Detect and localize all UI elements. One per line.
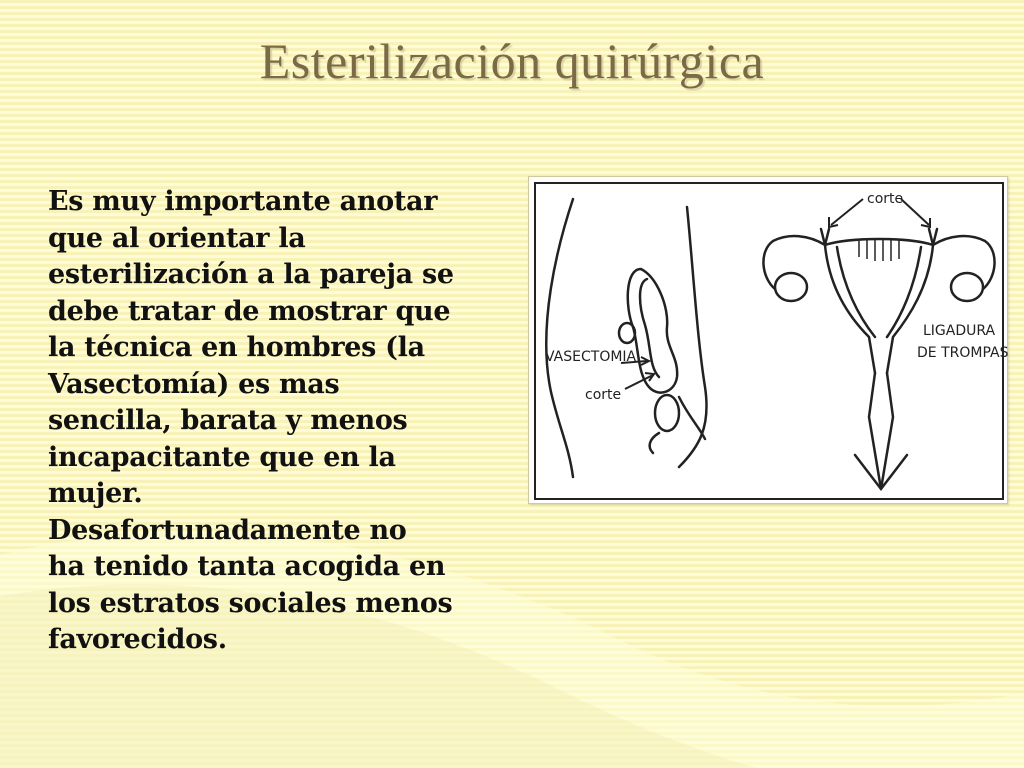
slide-body-text: Es muy importante anotar que al orientar la esterilización a la pareja se debe tratar de mostrar que la técnica en hombres (la Vasectomía) es mas sencilla, barata y menos incapacitante que en la mujer. Desafortunadamente no ha tenido tanta acogida en los estratos sociales menos favorecidos. <box>48 186 454 655</box>
ligadura-label-line1: LIGADURA <box>923 323 996 339</box>
vasectomia-label: VASECTOMIA <box>545 349 637 365</box>
uterus-hatching <box>859 239 899 261</box>
female-cut-label: corte <box>867 191 904 207</box>
sterilization-illustration <box>529 177 1009 505</box>
male-anatomy-drawing <box>546 199 706 477</box>
male-cut-label: corte <box>585 387 622 403</box>
sterilization-diagram <box>528 176 1008 504</box>
slide-title: Esterilización quirúrgica <box>259 33 765 89</box>
ligadura-label-line2: DE TROMPAS <box>917 345 1009 361</box>
